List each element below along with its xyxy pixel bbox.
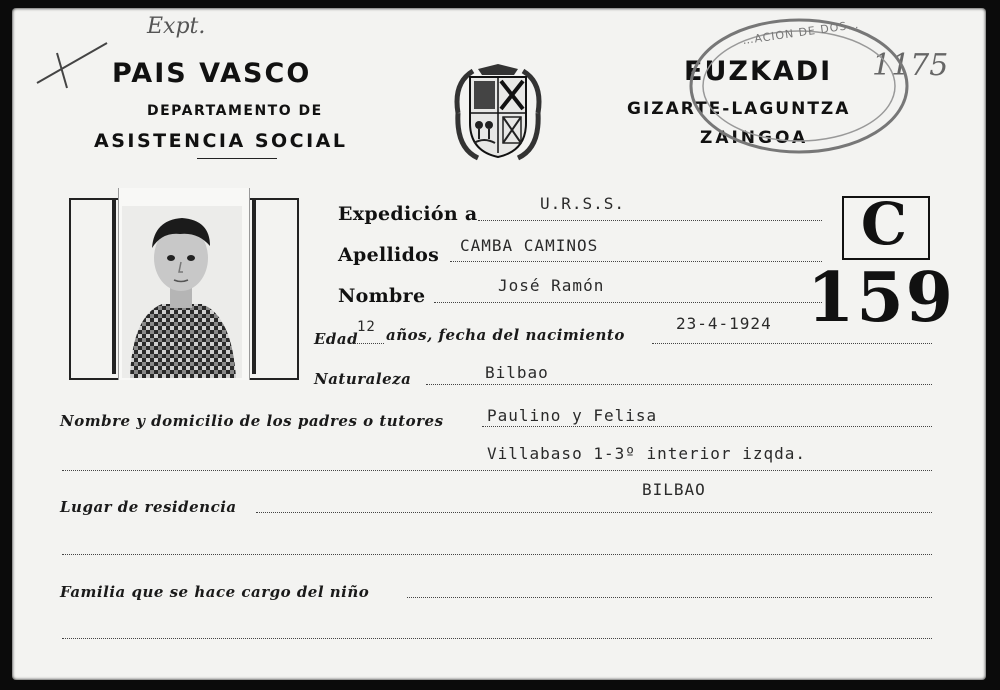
dotted-line (450, 261, 822, 262)
dotted-line (478, 220, 822, 221)
dotted-line (434, 302, 822, 303)
photo-frame-right-bar (252, 200, 256, 374)
value-edad: 12 (357, 319, 376, 335)
child-portrait-photo (122, 206, 242, 378)
label-nombre: Nombre (338, 285, 426, 307)
dotted-line (62, 638, 932, 639)
header-gizarte-laguntza: GIZARTE-LAGUNTZA (627, 99, 851, 119)
handwritten-number: 1175 (872, 48, 949, 83)
dotted-line (407, 597, 932, 598)
label-residencia: Lugar de residencia (60, 498, 237, 516)
dotted-line (426, 384, 932, 385)
value-naturaleza: Bilbao (485, 363, 549, 382)
header-divider (197, 158, 277, 159)
handwritten-stroke-icon (27, 28, 117, 98)
label-apellidos: Apellidos (338, 244, 440, 266)
header-departamento: DEPARTAMENTO DE (147, 103, 323, 119)
header-zaingoa: ZAINGOA (700, 128, 809, 148)
value-domicilio: Villabaso 1-3º interior izqda. (487, 444, 806, 463)
value-residencia: BILBAO (642, 480, 706, 499)
value-nombre: José Ramón (498, 276, 605, 295)
value-fecha-nacimiento: 23-4-1924 (676, 314, 772, 333)
card-number: 159 (807, 258, 955, 338)
header-pais-vasco: PAIS VASCO (112, 58, 312, 89)
label-edad: Edad (314, 330, 359, 348)
label-familia: Familia que se hace cargo del niño (60, 583, 370, 601)
dotted-line (652, 343, 932, 344)
value-apellidos: CAMBA CAMINOS (460, 236, 599, 255)
coat-of-arms-icon (448, 63, 548, 163)
handwritten-note: Expt. (147, 14, 206, 39)
dotted-line (62, 554, 932, 555)
category-letter: C (860, 190, 908, 258)
header-euzkadi: EUZKADI (684, 56, 833, 87)
label-expedicion: Expedición a (338, 203, 478, 225)
photo-frame-left-bar (112, 200, 116, 374)
label-padres: Nombre y domicilio de los padres o tutores (60, 412, 444, 430)
value-padres: Paulino y Felisa (487, 406, 658, 425)
dotted-line (354, 343, 384, 344)
dotted-line (256, 512, 932, 513)
header-asistencia-social: ASISTENCIA SOCIAL (94, 130, 348, 152)
evacuation-card (12, 8, 986, 680)
dotted-line (62, 470, 932, 471)
dotted-line (482, 426, 932, 427)
label-fecha-nacimiento: años, fecha del nacimiento (386, 326, 625, 344)
label-naturaleza: Naturaleza (314, 370, 412, 388)
value-expedicion: U.R.S.S. (540, 194, 626, 213)
stamp-text: …ACION DE DOS… (741, 17, 861, 48)
